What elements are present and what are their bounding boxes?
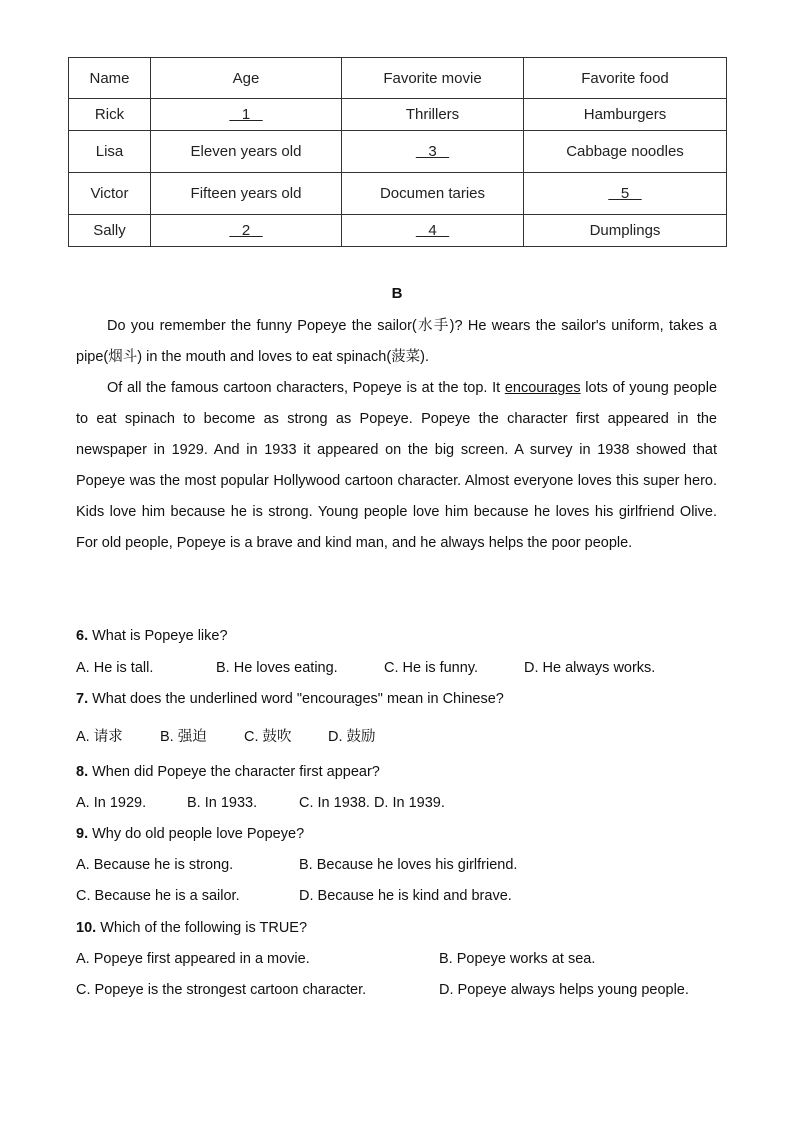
underlined-word: encourages xyxy=(504,380,581,396)
option-d: D. Popeye always helps young people. xyxy=(439,982,689,998)
cell-name: Sally xyxy=(69,215,151,247)
paragraph-text xyxy=(76,373,717,559)
question-number: 10. xyxy=(76,920,97,936)
option-a: A. Popeye first appeared in a movie. xyxy=(76,951,310,967)
option-c: C. 鼓吹 xyxy=(244,729,292,745)
cell-name: Lisa xyxy=(69,131,151,173)
cell-food: Hamburgers xyxy=(524,99,727,131)
option-c-d: C. In 1938. D. In 1939. xyxy=(299,795,445,811)
cell-age: Eleven years old xyxy=(151,131,342,173)
blank-4: 4 xyxy=(342,215,524,247)
cell-food: Cabbage noodles xyxy=(524,131,727,173)
section-title: B xyxy=(391,285,403,302)
question-number: 9. xyxy=(76,826,89,842)
table-row xyxy=(69,173,727,215)
cell-food: Dumplings xyxy=(524,215,727,247)
question-9 xyxy=(76,826,304,842)
header-favorite-movie: Favorite movie xyxy=(342,58,524,99)
table-row xyxy=(69,131,727,173)
paragraph-text-before: Of all the famous cartoon characters, Popeye is at the top. It xyxy=(107,380,505,396)
paragraph-text: Do you remember the funny Popeye the sailor(水手)? He wears the sailor's uniform, takes a pipe(烟斗) in the mouth and loves to eat spinach(菠菜). xyxy=(76,318,717,365)
table-header-row xyxy=(69,58,727,99)
option-b: B. Because he loves his girlfriend. xyxy=(299,857,518,873)
question-text: Which of the following is TRUE? xyxy=(96,920,308,936)
option-c: C. Because he is a sailor. xyxy=(76,888,240,904)
question-text: What does the underlined word "encourages" mean in Chinese? xyxy=(88,691,504,707)
question-6 xyxy=(76,628,228,644)
option-b: B. 强迫 xyxy=(160,729,207,745)
table-row xyxy=(69,99,727,131)
blank-5: 5 xyxy=(524,173,727,215)
blank-1: 1 xyxy=(151,99,342,131)
question-10 xyxy=(76,920,307,936)
question-number: 8. xyxy=(76,764,89,780)
question-number: 6. xyxy=(76,628,89,644)
question-text: What is Popeye like? xyxy=(88,628,228,644)
cell-name: Victor xyxy=(69,173,151,215)
option-c: C. Popeye is the strongest cartoon character. xyxy=(76,982,367,998)
blank-2: 2 xyxy=(151,215,342,247)
option-a: A. He is tall. xyxy=(76,660,154,676)
option-c: C. He is funny. xyxy=(384,660,479,676)
cell-age: Fifteen years old xyxy=(151,173,342,215)
cell-movie: Documen taries xyxy=(342,173,524,215)
question-number: 7. xyxy=(76,691,89,707)
header-age: Age xyxy=(151,58,342,99)
passage-paragraph-1 xyxy=(76,311,717,373)
cell-name: Rick xyxy=(69,99,151,131)
question-text: Why do old people love Popeye? xyxy=(88,826,305,842)
question-text: When did Popeye the character first appear? xyxy=(88,764,380,780)
option-b: B. In 1933. xyxy=(187,795,258,811)
cell-movie: Thrillers xyxy=(342,99,524,131)
info-table xyxy=(68,57,727,247)
header-favorite-food: Favorite food xyxy=(524,58,727,99)
question-8 xyxy=(76,764,380,780)
option-a: A. Because he is strong. xyxy=(76,857,234,873)
passage-paragraph-2 xyxy=(76,373,717,559)
option-b: B. He loves eating. xyxy=(216,660,338,676)
option-d: D. He always works. xyxy=(524,660,656,676)
paragraph-text-after: lots of young people to eat spinach to become as strong as Popeye. Popeye the character first appeared in the newspaper in 1929. And in 1933 it appeared on the big screen. A survey in 1938 showed that Popeye was the most popular Hollywood cartoon character. Almost everyone loves this super hero. Kids love him because he is strong. Young people love him because he loves his girlfriend Olive. For old people, Popeye is a brave and kind man, and he always helps the poor people. xyxy=(76,380,718,551)
option-d: D. Because he is kind and brave. xyxy=(299,888,512,904)
question-7 xyxy=(76,691,504,707)
option-b: B. Popeye works at sea. xyxy=(439,951,596,967)
header-name: Name xyxy=(69,58,151,99)
option-a: A. 请求 xyxy=(76,729,123,745)
option-a: A. In 1929. xyxy=(76,795,147,811)
option-d: D. 鼓励 xyxy=(328,729,376,745)
table-row xyxy=(69,215,727,247)
blank-3: 3 xyxy=(342,131,524,173)
